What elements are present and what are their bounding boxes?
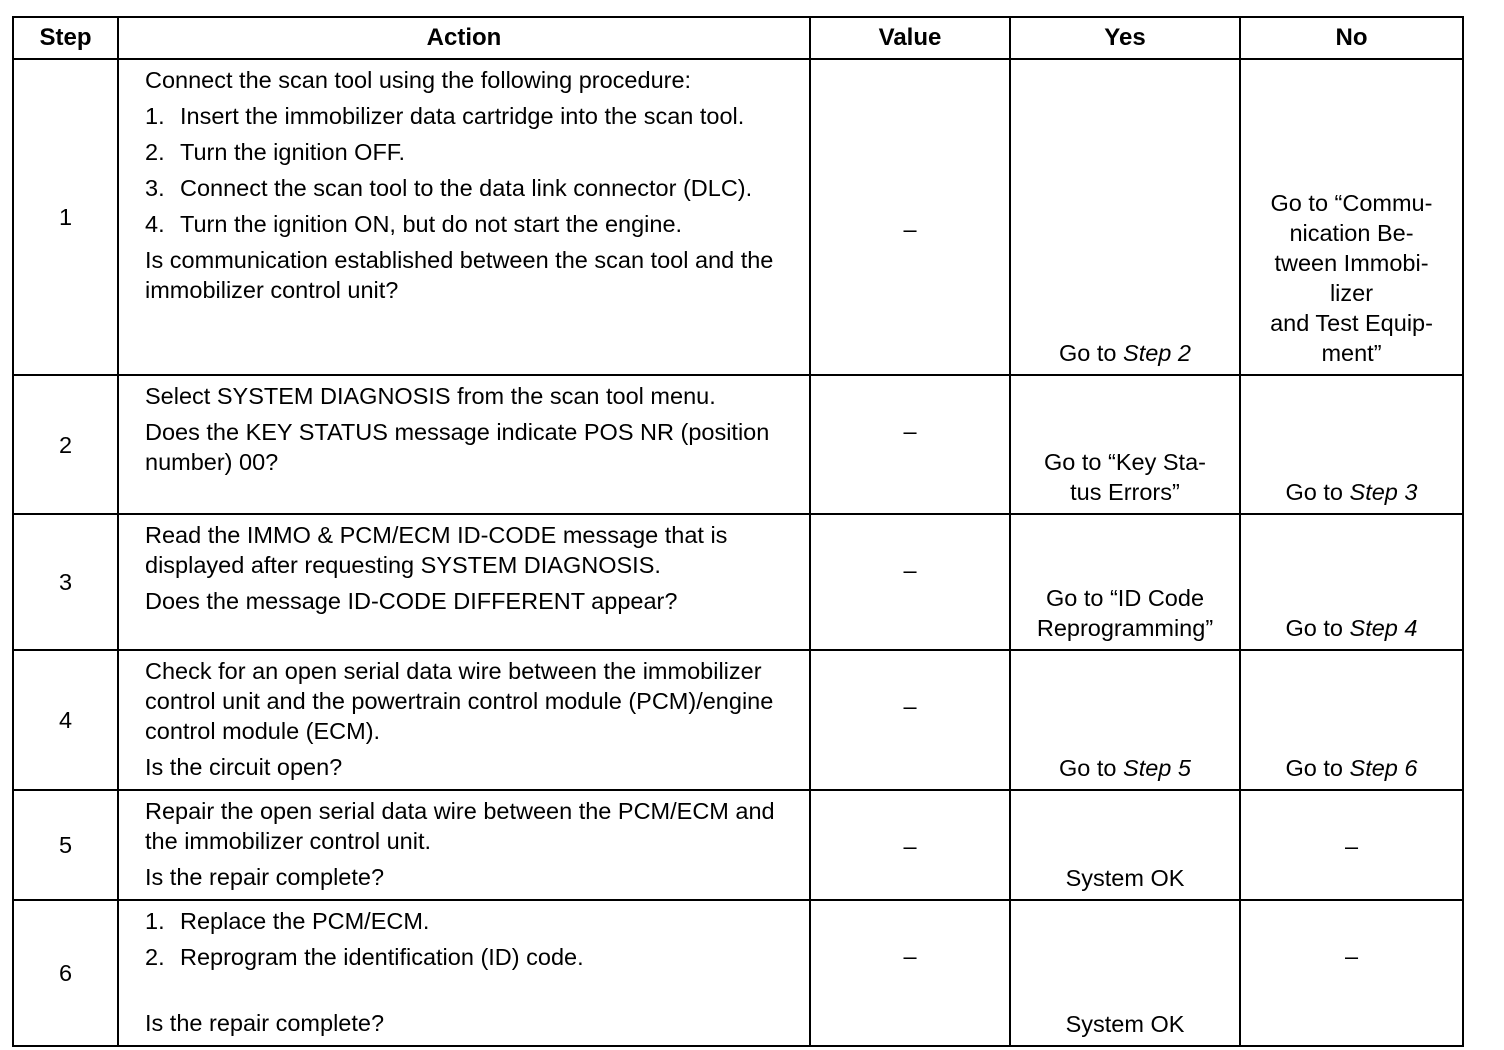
list-item bbox=[145, 137, 793, 167]
table-row bbox=[13, 375, 1463, 514]
item-text: Turn the ignition OFF. bbox=[180, 139, 406, 165]
value-cell bbox=[810, 514, 1010, 650]
no-prefix: Go to bbox=[1285, 615, 1350, 641]
value-cell bbox=[810, 790, 1010, 900]
no-text: – bbox=[1344, 833, 1359, 859]
item-number: 2. bbox=[145, 139, 165, 165]
action-intro: Select SYSTEM DIAGNOSIS from the scan tool menu. bbox=[145, 383, 716, 409]
yes-step-ref: Step 5 bbox=[1123, 755, 1191, 781]
no-cell bbox=[1240, 650, 1463, 790]
yes-cell: Go to “ID Code Reprogramming” bbox=[1010, 514, 1240, 650]
step-number: 4 bbox=[13, 650, 118, 790]
list-item bbox=[145, 209, 793, 239]
item-number: 2. bbox=[145, 944, 165, 970]
action-cell bbox=[118, 59, 810, 375]
list-item bbox=[145, 173, 793, 203]
item-number: 1. bbox=[145, 103, 165, 129]
header-yes: Yes bbox=[1010, 17, 1240, 59]
action-question: Is the circuit open? bbox=[145, 754, 343, 780]
step-number: 3 bbox=[13, 514, 118, 650]
action-cell bbox=[118, 650, 810, 790]
yes-cell bbox=[1010, 59, 1240, 375]
header-action: Action bbox=[118, 17, 810, 59]
value-cell bbox=[810, 375, 1010, 514]
no-step-ref: Step 3 bbox=[1349, 479, 1418, 505]
diagnostic-table bbox=[12, 16, 1464, 1047]
value-text: – bbox=[903, 693, 917, 719]
action-cell bbox=[118, 514, 810, 650]
action-cell bbox=[118, 375, 810, 514]
action-cell bbox=[118, 790, 810, 900]
value-text: – bbox=[903, 943, 917, 969]
header-step: Step bbox=[13, 17, 118, 59]
step-number: 2 bbox=[13, 375, 118, 514]
item-number: 3. bbox=[145, 175, 165, 201]
value-text: – bbox=[903, 833, 917, 859]
step-number: 1 bbox=[13, 59, 118, 375]
item-text: Insert the immobilizer data cartridge into the scan tool. bbox=[180, 103, 745, 129]
no-text: – bbox=[1344, 943, 1359, 969]
table-row bbox=[13, 790, 1463, 900]
action-intro: Connect the scan tool using the following procedure: bbox=[145, 67, 692, 93]
action-intro: Check for an open serial data wire between the immobilizer control unit and the powertrain control module (PCM)/engine control module (ECM). bbox=[145, 658, 774, 744]
item-text: Connect the scan tool to the data link connector (DLC). bbox=[180, 175, 753, 201]
action-question: Is the repair complete? bbox=[145, 864, 385, 890]
no-cell: Go to “Commu- nication Be- tween Immobi- lizer and Test Equip- ment” bbox=[1240, 59, 1463, 375]
yes-step-ref: Step 2 bbox=[1123, 340, 1191, 366]
value-text: – bbox=[903, 557, 917, 583]
table-row bbox=[13, 59, 1463, 375]
no-cell bbox=[1240, 514, 1463, 650]
step-number: 6 bbox=[13, 900, 118, 1046]
action-cell bbox=[118, 900, 810, 1046]
action-intro: Repair the open serial data wire between the PCM/ECM and the immobilizer control unit. bbox=[145, 798, 775, 854]
item-number: 1. bbox=[145, 908, 165, 934]
step-number: 5 bbox=[13, 790, 118, 900]
item-text: Replace the PCM/ECM. bbox=[180, 908, 430, 934]
table-row bbox=[13, 900, 1463, 1046]
no-step-ref: Step 4 bbox=[1349, 615, 1418, 641]
list-item bbox=[145, 942, 793, 972]
no-cell bbox=[1240, 900, 1463, 1046]
yes-cell bbox=[1010, 650, 1240, 790]
no-prefix: Go to bbox=[1285, 479, 1350, 505]
action-question: Does the KEY STATUS message indicate POS NR (position number) 00? bbox=[145, 419, 770, 475]
table-row bbox=[13, 650, 1463, 790]
yes-cell: Go to “Key Sta- tus Errors” bbox=[1010, 375, 1240, 514]
value-cell bbox=[810, 900, 1010, 1046]
action-question: Is communication established between the scan tool and the immobilizer control unit? bbox=[145, 247, 774, 303]
no-cell bbox=[1240, 790, 1463, 900]
value-cell bbox=[810, 650, 1010, 790]
header-no: No bbox=[1240, 17, 1463, 59]
value-text: – bbox=[903, 216, 917, 242]
header-value: Value bbox=[810, 17, 1010, 59]
item-text: Reprogram the identification (ID) code. bbox=[180, 944, 584, 970]
list-item bbox=[145, 906, 793, 936]
action-intro: Read the IMMO & PCM/ECM ID-CODE message that is displayed after requesting SYSTEM DIAGNOSIS. bbox=[145, 522, 728, 578]
yes-prefix: Go to bbox=[1059, 340, 1124, 366]
yes-prefix: Go to bbox=[1059, 755, 1124, 781]
item-number: 4. bbox=[145, 211, 165, 237]
no-prefix: Go to bbox=[1285, 755, 1350, 781]
value-cell bbox=[810, 59, 1010, 375]
header-row bbox=[13, 17, 1463, 59]
action-question: Does the message ID-CODE DIFFERENT appear? bbox=[145, 588, 678, 614]
yes-cell: System OK bbox=[1010, 790, 1240, 900]
item-text: Turn the ignition ON, but do not start the engine. bbox=[180, 211, 683, 237]
no-step-ref: Step 6 bbox=[1349, 755, 1418, 781]
no-cell bbox=[1240, 375, 1463, 514]
list-item bbox=[145, 101, 793, 131]
value-text: – bbox=[903, 418, 917, 444]
table-row bbox=[13, 514, 1463, 650]
yes-cell: System OK bbox=[1010, 900, 1240, 1046]
action-question: Is the repair complete? bbox=[145, 1010, 385, 1036]
